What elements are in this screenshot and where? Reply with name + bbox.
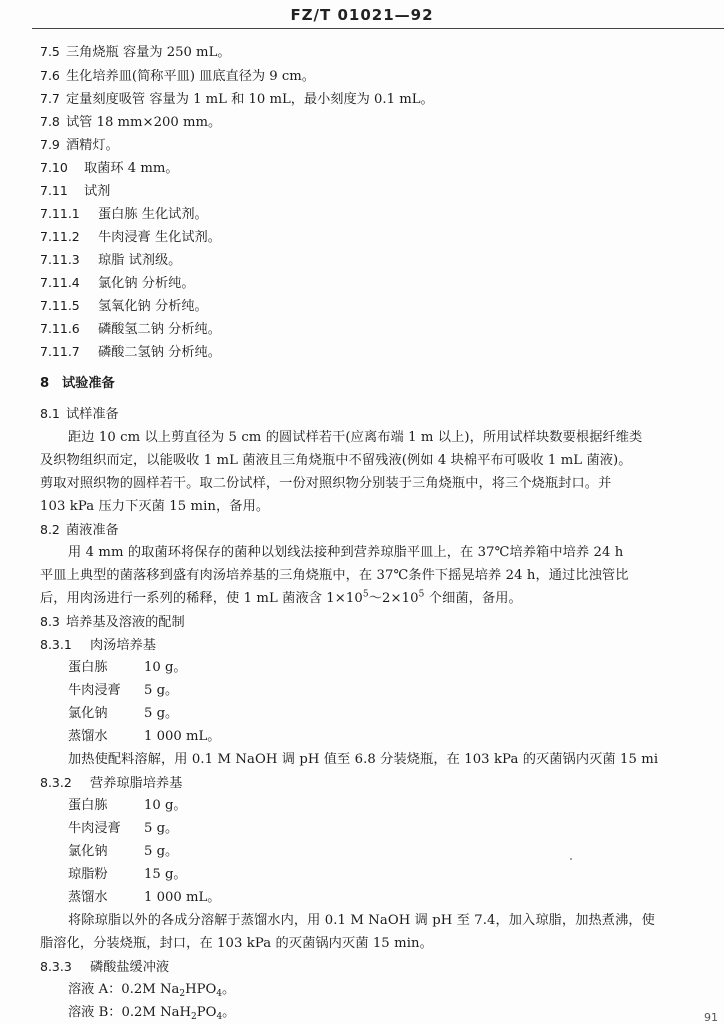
paragraph-line: 103 kPa 压力下灭菌 15 min，备用。 [40, 499, 270, 514]
text-run: 个细菌，备用。 [424, 591, 522, 606]
list-item [40, 136, 119, 154]
ingredient-row [68, 705, 178, 723]
list-item [40, 67, 315, 85]
paragraph-line: 脂溶化，分装烧瓶，封口，在 103 kPa 的灭菌锅内灭菌 15 min。 [40, 936, 433, 951]
ingredient-name: 蒸馏水 [68, 729, 108, 744]
clause-text: 磷酸盐缓冲液 [90, 960, 170, 975]
section-number: 8 [40, 376, 50, 391]
subscript: 4 [216, 989, 223, 999]
standard-code-header: FZ/T 01021—92 [290, 6, 434, 24]
paragraph-line: 加热使配料溶解，用 0.1 M NaOH 调 pH 值至 6.8 分装烧瓶，在 103 kPa 的灭菌锅内灭菌 15 mi [68, 752, 659, 767]
paragraph-line: 将除琼脂以外的各成分溶解于蒸馏水内，用 0.1 M NaOH 调 pH 至 7.4，加入琼脂，加热煮沸，使 [68, 913, 655, 928]
ingredient-amount: 15 g。 [144, 867, 187, 882]
clause-text: 生化培养皿(简称平皿) 皿底直径为 9 cm。 [66, 69, 315, 84]
paragraph-line [40, 590, 522, 608]
clause-text: 酒精灯。 [66, 138, 119, 153]
clause-number: 8.2 [40, 522, 60, 537]
list-item [40, 228, 221, 246]
list-item [40, 251, 181, 269]
paragraph-line: 距边 10 cm 以上剪直径为 5 cm 的圆试样若干(应离布端 1 m 以上)，所用试样块数要根据纤维类 [68, 430, 643, 445]
ingredient-name: 蒸馏水 [68, 890, 108, 905]
clause-text: 试剂 [84, 184, 111, 199]
ingredient-row [68, 843, 178, 861]
solution-a-line [68, 981, 235, 999]
superscript: 5 [362, 589, 369, 600]
subsection-heading [40, 774, 182, 792]
superscript: 5 [418, 589, 425, 600]
list-item [40, 274, 195, 292]
list-item [40, 343, 221, 361]
clause-number: 7.11.4 [40, 275, 80, 290]
clause-text: 肉汤培养基 [90, 638, 156, 653]
section-heading [40, 375, 115, 393]
clause-number: 7.6 [40, 68, 60, 83]
ingredient-name: 氯化钠 [68, 706, 108, 721]
clause-number: 7.11.5 [40, 298, 80, 313]
clause-number: 7.8 [40, 114, 60, 129]
paragraph-line: 用 4 mm 的取菌环将保存的菌种以划线法接种到营养琼脂平皿上，在 37℃培养箱中培养 24 h [68, 545, 624, 560]
ingredient-row [68, 659, 187, 677]
clause-text: 三角烧瓶 容量为 250 mL。 [66, 45, 231, 60]
clause-text: 氢氧化钠 分析纯。 [98, 299, 208, 314]
ingredient-name: 琼脂粉 [68, 867, 108, 882]
subscript: 2 [191, 1012, 197, 1022]
list-item [40, 90, 434, 108]
clause-text: 试样准备 [66, 407, 119, 422]
clause-number: 7.7 [40, 91, 60, 106]
ingredient-amount: 5 g。 [144, 706, 179, 721]
clause-text: 培养基及溶液的配制 [66, 615, 185, 630]
clause-text: 取菌环 4 mm。 [84, 161, 179, 176]
clause-number: 7.11.3 [40, 252, 80, 267]
clause-number: 7.10 [40, 160, 68, 175]
text-run: 。 [222, 982, 236, 997]
text-run: PO [196, 1005, 217, 1020]
clause-text: 定量刻度吸管 容量为 1 mL 和 10 mL，最小刻度为 0.1 mL。 [66, 92, 434, 107]
paragraph-line: 及织物组织而定，以能吸收 1 mL 菌液且三角烧瓶中不留残液(例如 4 块棉平布可吸收 1 mL 菌液)。 [40, 453, 632, 468]
subsection-heading [40, 958, 169, 976]
ingredient-name: 蛋白胨 [68, 660, 108, 675]
clause-number: 7.11.6 [40, 321, 80, 336]
clause-number: 7.5 [40, 44, 60, 59]
list-item [40, 297, 208, 315]
subscript: 2 [179, 989, 186, 999]
clause-text: 琼脂 试剂级。 [98, 253, 182, 268]
clause-number: 7.11.7 [40, 344, 80, 359]
subsection-heading [40, 405, 119, 423]
subscript: 4 [216, 1012, 223, 1022]
clause-text: 营养琼脂培养基 [90, 776, 183, 791]
header-rule [32, 28, 724, 29]
ingredient-row [68, 682, 178, 700]
clause-number: 8.3.1 [40, 637, 72, 652]
ingredient-name: 牛肉浸膏 [68, 683, 121, 698]
clause-text: 试管 18 mm×200 mm。 [66, 115, 222, 130]
section-title: 试验准备 [62, 376, 115, 391]
ingredient-amount: 5 g。 [144, 844, 179, 859]
clause-text: 氯化钠 分析纯。 [98, 276, 195, 291]
subsection-heading [40, 636, 156, 654]
list-item [40, 113, 221, 131]
speck-mark [570, 858, 572, 860]
ingredient-row [68, 889, 220, 907]
paragraph-line: 剪取对照织物的圆样若干。取二份试样，一份对照织物分别装于三角烧瓶中，将三个烧瓶封口。并 [40, 476, 612, 491]
clause-number: 8.3.2 [40, 775, 72, 790]
text-run: 。 [222, 1005, 236, 1020]
clause-number: 8.3.3 [40, 959, 72, 974]
text-run: HPO [185, 982, 217, 997]
ingredient-amount: 10 g。 [144, 660, 187, 675]
ingredient-name: 蛋白胨 [68, 798, 108, 813]
ingredient-amount: 10 g。 [144, 798, 187, 813]
ingredient-amount: 5 g。 [144, 683, 179, 698]
clause-text: 蛋白胨 生化试剂。 [98, 207, 208, 222]
ingredient-row [68, 866, 187, 884]
clause-number: 8.3 [40, 614, 60, 629]
subsection-heading [40, 613, 185, 631]
clause-number: 7.11 [40, 183, 68, 198]
list-item [40, 205, 208, 223]
clause-text: 菌液准备 [66, 523, 119, 538]
list-item [40, 159, 179, 177]
solution-b-line [68, 1004, 235, 1022]
ingredient-amount: 5 g。 [144, 821, 179, 836]
ingredient-row [68, 820, 178, 838]
clause-number: 8.1 [40, 406, 60, 421]
text-run: ～2×10 [368, 591, 419, 606]
clause-number: 7.11.1 [40, 206, 80, 221]
ingredient-row [68, 797, 187, 815]
list-item [40, 320, 221, 338]
list-item [40, 182, 110, 200]
ingredient-row [68, 728, 220, 746]
text-run: 后，用肉汤进行一系列的稀释，使 1 mL 菌液含 1×10 [40, 591, 363, 606]
clause-number: 7.9 [40, 137, 60, 152]
clause-number: 7.11.2 [40, 229, 80, 244]
clause-text: 磷酸氢二钠 分析纯。 [98, 322, 221, 337]
page-number: 91 [704, 1011, 718, 1024]
subsection-heading [40, 521, 119, 539]
paragraph-line: 平皿上典型的菌落移到盛有肉汤培养基的三角烧瓶中，在 37℃条件下摇晃培养 24 h，通过比浊管比 [40, 568, 629, 583]
ingredient-amount: 1 000 mL。 [144, 890, 221, 905]
ingredient-amount: 1 000 mL。 [144, 729, 221, 744]
list-item [40, 43, 231, 61]
text-run: 溶液 A：0.2M Na [68, 982, 180, 997]
clause-text: 牛肉浸膏 生化试剂。 [98, 230, 221, 245]
ingredient-name: 氯化钠 [68, 844, 108, 859]
text-run: 溶液 B：0.2M NaH [68, 1005, 192, 1020]
ingredient-name: 牛肉浸膏 [68, 821, 121, 836]
clause-text: 磷酸二氢钠 分析纯。 [98, 345, 221, 360]
